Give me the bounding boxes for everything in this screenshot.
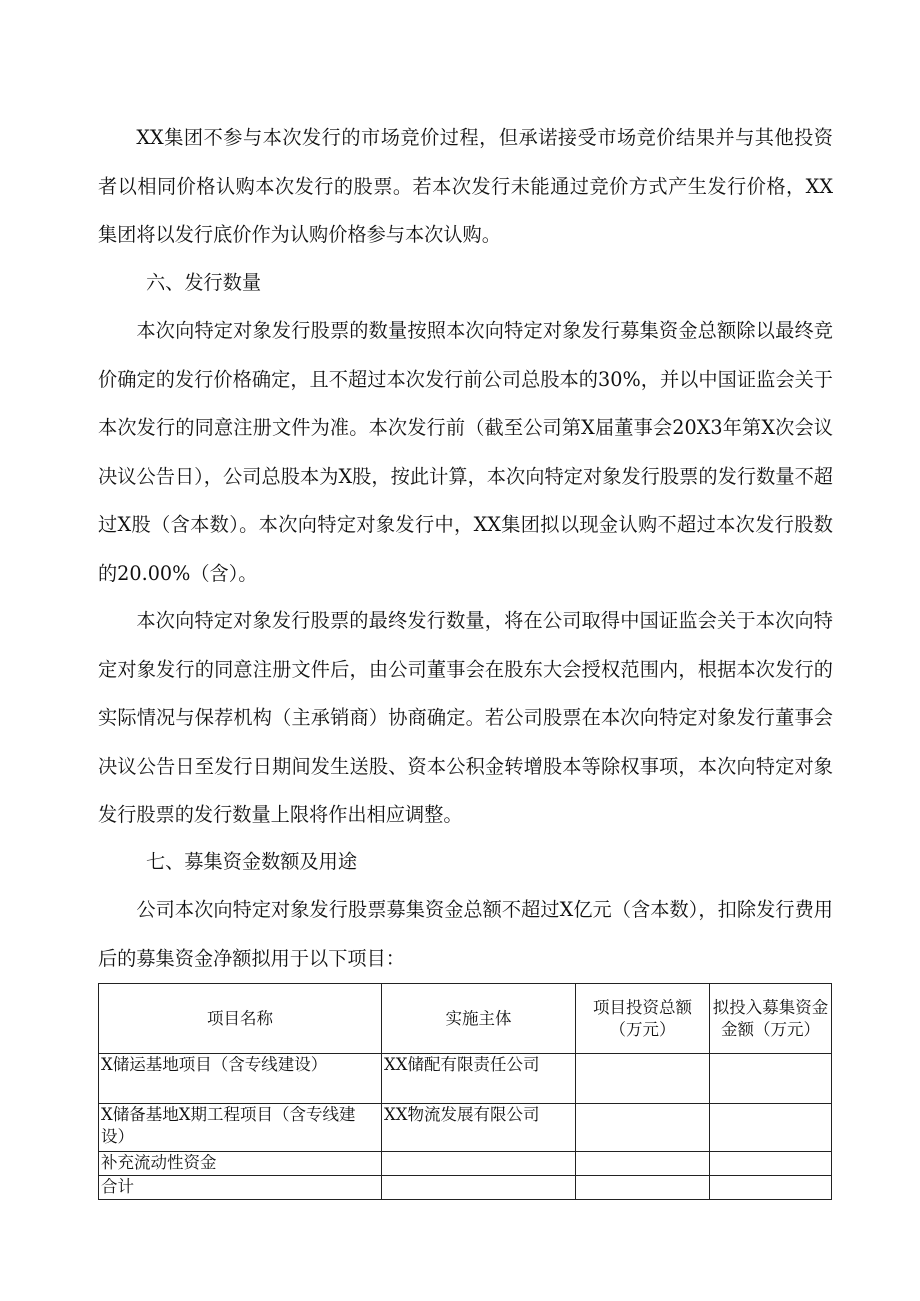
table-cell	[576, 1104, 710, 1152]
table-cell	[710, 1104, 832, 1152]
header-project-name: 项目名称	[99, 984, 382, 1054]
table-cell	[382, 1176, 576, 1200]
table-cell: X储运基地项目（含专线建设）	[99, 1054, 382, 1104]
paragraph-subscription-commitment: XX集团不参与本次发行的市场竞价过程，但承诺接受市场竞价结果并与其他投资者以相同价格认购本次发行的股票。若本次发行未能通过竞价方式产生发行价格，XX集团将以发行底价作为认购价格参与本次认购。	[98, 126, 833, 247]
table-cell: 合计	[99, 1176, 382, 1200]
table-row	[99, 1152, 832, 1176]
table-cell: XX储配有限责任公司	[382, 1054, 576, 1104]
paragraph-final-issue-quantity: 本次向特定对象发行股票的最终发行数量，将在公司取得中国证监会关于本次向特定对象发行的同意注册文件后，由公司董事会在股东大会授权范围内，根据本次发行的实际情况与保荐机构（主承销商）协商确定。若公司股票在本次向特定对象发行董事会决议公告日至发行日期间发生送股、资本公积金转增股本等除权事项，本次向特定对象发行股票的发行数量上限将作出相应调整。	[98, 609, 833, 827]
table-row	[99, 1176, 832, 1200]
section-heading-fund-use: 七、募集资金数额及用途	[146, 850, 358, 873]
table-cell	[710, 1176, 832, 1200]
table-cell	[382, 1152, 576, 1176]
fund-use-table	[98, 983, 832, 1200]
section-heading-issue-quantity: 六、发行数量	[146, 271, 262, 294]
header-implementing-entity: 实施主体	[382, 984, 576, 1054]
table-cell	[576, 1152, 710, 1176]
table-row	[99, 1104, 832, 1152]
paragraph-issue-quantity: 本次向特定对象发行股票的数量按照本次向特定对象发行募集资金总额除以最终竞价确定的发行价格确定，且不超过本次发行前公司总股本的30%，并以中国证监会关于本次发行的同意注册文件为准。本次发行前（截至公司第X届董事会20X3年第X次会议决议公告日），公司总股本为X股，按此计算，本次向特定对象发行股票的发行数量不超过X股（含本数）。本次向特定对象发行中，XX集团拟以现金认购不超过本次发行股数的20.00%（含）。	[98, 319, 833, 585]
table-cell	[576, 1176, 710, 1200]
table-cell: XX物流发展有限公司	[382, 1104, 576, 1152]
table-cell	[710, 1152, 832, 1176]
header-total-investment: 项目投资总额（万元）	[576, 984, 710, 1054]
paragraph-fund-amount: 公司本次向特定对象发行股票募集资金总额不超过X亿元（含本数），扣除发行费用后的募集资金净额拟用于以下项目：	[98, 898, 833, 970]
table-header-row	[99, 984, 832, 1054]
table-row	[99, 1054, 832, 1104]
header-planned-funds: 拟投入募集资金金额（万元）	[710, 984, 832, 1054]
table-cell: 补充流动性资金	[99, 1152, 382, 1176]
table-cell: X储备基地X期工程项目（含专线建设）	[99, 1104, 382, 1152]
table-cell	[576, 1054, 710, 1104]
table-cell	[710, 1054, 832, 1104]
